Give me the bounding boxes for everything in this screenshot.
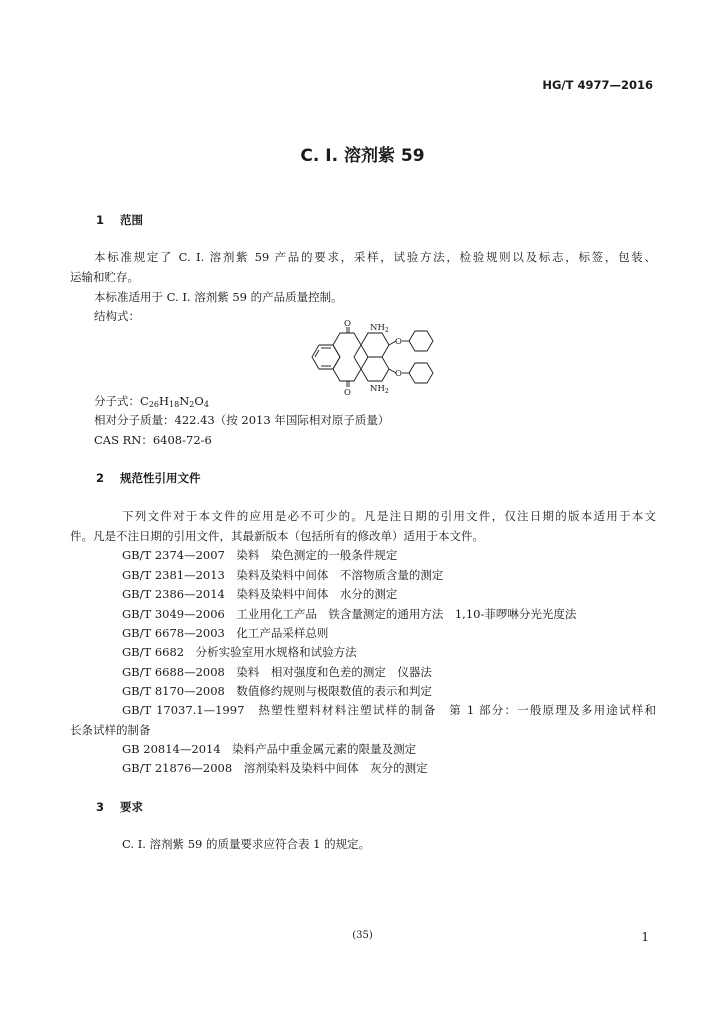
oxygen-label-top: O — [344, 319, 351, 329]
amino-label-bottom: $NH_2$ — [370, 384, 389, 395]
section-title: 要求 — [120, 800, 143, 814]
document-title: C. I. 溶剂紫 59 — [300, 146, 425, 166]
reference-item: GB/T 2381—2013 染料及染料中间体 不溶物质含量的测定 — [122, 568, 444, 582]
section-1-heading — [96, 212, 143, 228]
reference-item: GB/T 6678—2003 化工产品采样总则 — [122, 626, 329, 640]
reference-item: GB/T 8170—2008 数值修约规则与极限数值的表示和判定 — [122, 684, 432, 698]
section-1-para1-line2: 运输和贮存。 — [70, 270, 139, 284]
section-title: 规范性引用文件 — [120, 471, 201, 485]
section-3-para1: C. I. 溶剂紫 59 的质量要求应符合表 1 的规定。 — [122, 837, 371, 851]
reference-item-long-line2: 长条试样的制备 — [70, 723, 151, 737]
section-1-para2: 本标准适用于 C. I. 溶剂紫 59 的产品质量控制。 — [94, 290, 343, 304]
section-1-para1-line1: 本标准规定了 C. I. 溶剂紫 59 产品的要求，采样，试验方法，检验规则以及标志，标签，包装、 — [94, 250, 656, 264]
amino-label-top: $NH_2$ — [370, 323, 389, 334]
ether-oxygen-bottom: O — [395, 369, 402, 379]
reference-item: GB/T 6682 分析实验室用水规格和试验方法 — [122, 645, 357, 659]
quinone-ring — [333, 333, 361, 381]
oxygen-label-bottom: O — [344, 388, 351, 396]
section-number: 2 — [96, 471, 105, 485]
reference-item: GB/T 3049—2006 工业用化工产品 铁含量测定的通用方法 1,10-菲啰啉分光光度法 — [122, 607, 577, 621]
phenyl-ring-bottom — [409, 363, 433, 383]
page-number: 1 — [641, 930, 649, 944]
standard-number: HG/T 4977—2016 — [542, 78, 653, 92]
structure-label: 结构式： — [94, 309, 140, 323]
section-title: 范围 — [120, 213, 143, 227]
reference-item: GB/T 21876—2008 溶剂染料及染料中间体 灰分的测定 — [122, 761, 428, 775]
section-2-para1-line1: 下列文件对于本文件的应用是必不可少的。凡是注日期的引用文件，仅注日期的版本适用于本文 — [122, 509, 656, 523]
section-2-heading — [96, 470, 201, 486]
reference-item: GB/T 2374—2007 染料 染色测定的一般条件规定 — [122, 548, 398, 562]
reference-item: GB/T 6688—2008 染料 相对强度和色差的测定 仪器法 — [122, 665, 432, 679]
reference-item: GB 20814—2014 染料产品中重金属元素的限量及测定 — [122, 742, 417, 756]
cas-number: CAS RN：6408-72-6 — [94, 433, 212, 447]
reference-item: GB/T 2386—2014 染料及染料中间体 水分的测定 — [122, 587, 398, 601]
footer-page-code: (35) — [352, 930, 373, 941]
benzene-ring-right — [361, 333, 389, 357]
section-2-para1-line2: 件。凡是不注日期的引用文件，其最新版本（包括所有的修改单）适用于本文件。 — [70, 529, 484, 543]
molar-mass: 相对分子质量：422.43（按 2013 年国际相对原子质量） — [94, 413, 390, 427]
ether-oxygen-top: O — [395, 337, 402, 347]
molecular-formula: 分子式：$C_{26}H_{18}N_2O_4$ — [94, 394, 209, 409]
section-3-heading — [96, 799, 143, 815]
structural-formula — [310, 318, 440, 396]
reference-item-long-line1: GB/T 17037.1—1997 热塑性塑料材料注塑试样的制备 第 1 部分：一般原理及多用途试样和 — [122, 703, 656, 717]
section-number: 3 — [96, 800, 105, 814]
section-number: 1 — [96, 213, 105, 227]
phenyl-ring-top — [409, 331, 433, 351]
benzene-ring-left — [312, 345, 340, 369]
